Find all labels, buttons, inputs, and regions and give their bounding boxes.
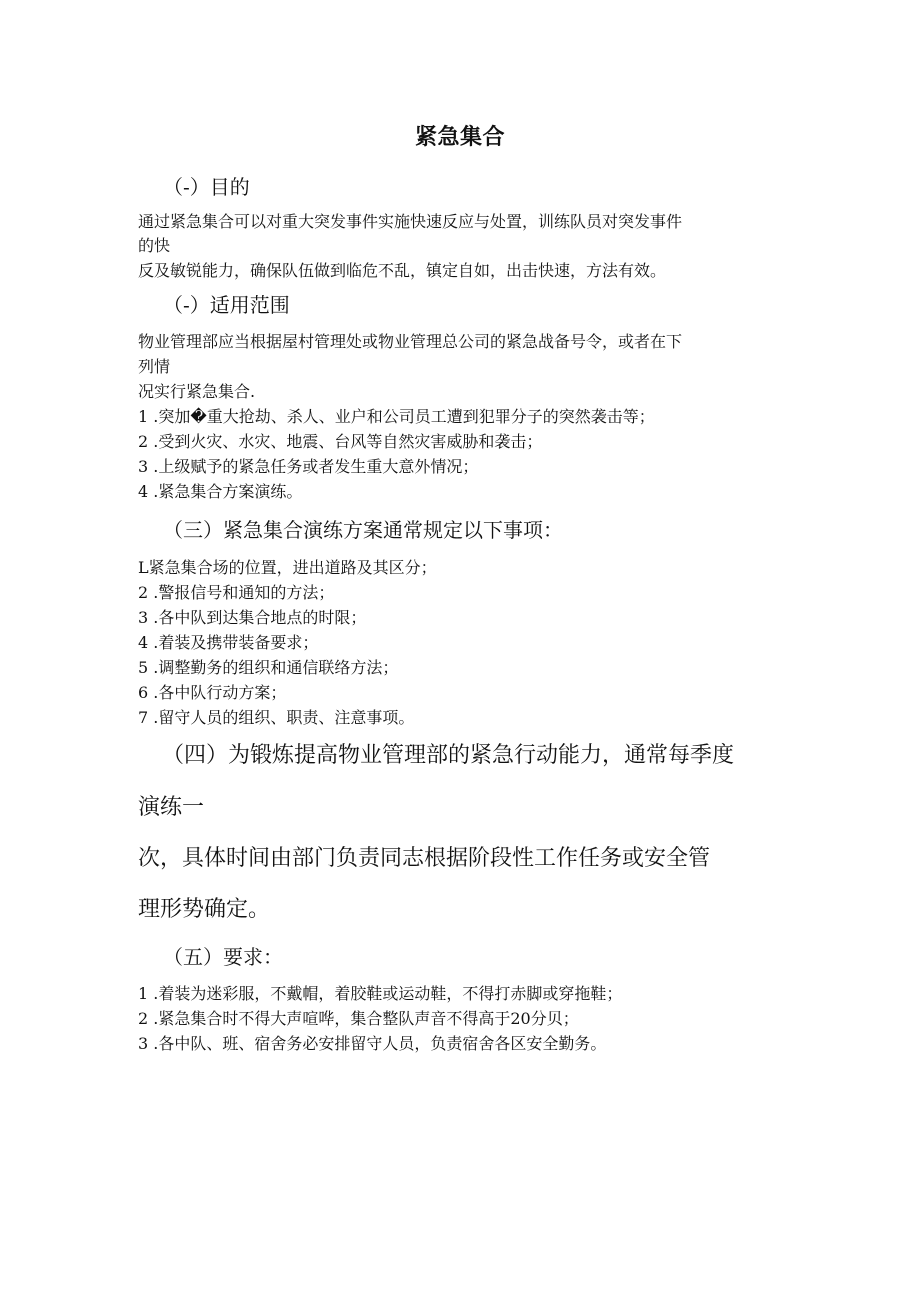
list-item: 1 .突加�重大抢劫、杀人、业户和公司员工遭到犯罪分子的突然袭击等；: [138, 407, 655, 426]
section-4-line: 演练一: [138, 795, 205, 820]
document-title: 紧急集合: [414, 125, 505, 150]
list-item: 3 .各中队、班、宿舍务必安排留守人员，负责宿舍各区安全勤务。: [138, 1034, 607, 1053]
list-item: L紧急集合场的位置，进出道路及其区分；: [138, 558, 437, 577]
list-item: 1 .着装为迷彩服，不戴帽，着胶鞋或运动鞋，不得打赤脚或穿拖鞋；: [138, 984, 623, 1003]
section-2-paragraph-line: 物业管理部应当根据屋村管理处或物业管理总公司的紧急战备号令，或者在下: [138, 332, 683, 351]
section-1-paragraph-line: 通过紧急集合可以对重大突发事件实施快速反应与处置，训练队员对突发事件: [138, 212, 683, 231]
list-item: 5 .调整勤务的组织和通信联络方法；: [138, 658, 399, 677]
section-4-line: 次，具体时间由部门负责同志根据阶段性工作任务或安全管: [138, 846, 711, 871]
section-2-paragraph-line: 况实行紧急集合.: [138, 382, 256, 401]
section-3-heading: （三）紧急集合演练方案通常规定以下事项：: [163, 518, 563, 542]
list-item: 6 .各中队行动方案；: [138, 683, 287, 702]
list-item: 2 .受到火灾、水灾、地震、台风等自然灾害威胁和袭击；: [138, 432, 543, 451]
section-1-paragraph-line: 反及敏锐能力，确保队伍做到临危不乱，镇定自如，出击快速，方法有效。: [138, 261, 667, 280]
section-2-paragraph-line: 列情: [138, 357, 171, 376]
section-4-line: （四）为锻炼提高物业管理部的紧急行动能力，通常每季度: [162, 743, 735, 768]
section-2-heading: （-）适用范围: [163, 293, 290, 317]
list-item: 7 .留守人员的组织、职责、注意事项。: [138, 708, 415, 727]
section-4-line: 理形势确定。: [138, 897, 271, 922]
list-item: 4 .紧急集合方案演练。: [138, 482, 303, 501]
list-item: 4 .着装及携带装备要求；: [138, 633, 319, 652]
list-item: 2 .警报信号和通知的方法；: [138, 583, 335, 602]
section-1-paragraph-line: 的快: [138, 236, 171, 255]
section-5-heading: （五）要求：: [163, 945, 283, 969]
list-item: 3 .各中队到达集合地点的时限；: [138, 608, 367, 627]
list-item: 3 .上级赋予的紧急任务或者发生重大意外情况；: [138, 457, 479, 476]
list-item: 2 .紧急集合时不得大声喧哗，集合整队声音不得高于20分贝；: [138, 1009, 579, 1028]
section-1-heading: （-）目的: [163, 175, 250, 199]
